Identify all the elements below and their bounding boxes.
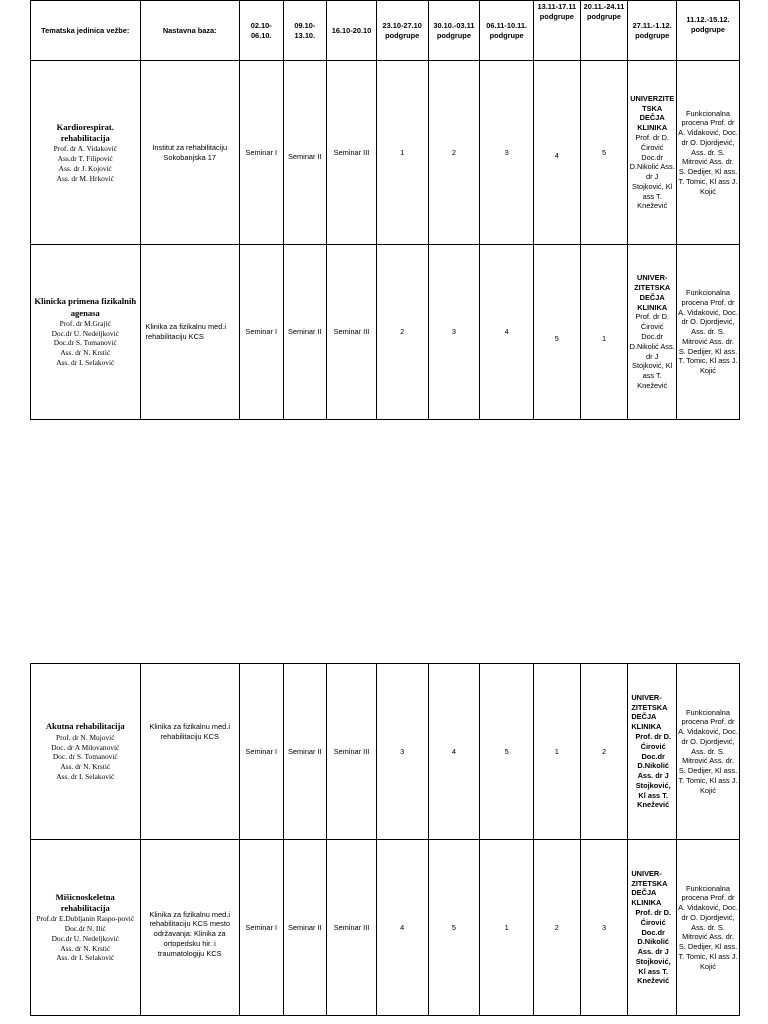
group-cell: 4 (480, 245, 534, 420)
subject-cell (31, 61, 141, 245)
staff-member: Ass. dr N. Krstić (60, 762, 111, 772)
header-base: Nastavna baza: (140, 1, 239, 61)
staff-member: Ass. dr I. Selaković (56, 953, 115, 963)
seminar-cell: Seminar I (239, 664, 283, 840)
group-cell: 4 (376, 840, 428, 1016)
header-week-8: 20.11.-24.11 podgrupe (580, 1, 628, 61)
subject-cell (31, 245, 141, 420)
group-cell: 3 (376, 664, 428, 840)
seminar-cell: Seminar II (283, 840, 327, 1016)
klinika-title: UNIVER-ZITETSKA DEČJA KLINIKA (631, 868, 668, 908)
group-cell: 1 (376, 61, 428, 245)
klinika-staff: Prof. dr D. Ćirović Doc.dr D.Nikolić Ass. dr J Stojković, Kl ass T. Knežević (635, 907, 672, 986)
staff-member: Doc.dr U. Nedeljković (51, 933, 119, 943)
klinika-title: UNIVERZITETSKA DEČJA KLINIKA (630, 93, 675, 133)
staff-member: Ass. dr N. Krstić (60, 943, 111, 953)
klinika-title: UNIVER-ZITETSKA DEČJA KLINIKA (634, 273, 671, 312)
klinika-cell (628, 61, 677, 245)
seminar-cell: Seminar III (327, 245, 377, 420)
header-week-3: 16.10-20.10 (327, 1, 377, 61)
staff-member: Prof. dr M.Grajić (59, 318, 111, 328)
base-cell: Klinika za fizikalnu med.i rehabilitaciju KCS (140, 245, 239, 420)
header-week-10: 11.12.-15.12. podgrupe (677, 1, 740, 61)
klinika-title: UNIVER-ZITETSKA DEČJA KLINIKA (631, 692, 668, 732)
klinika-cell (628, 245, 677, 420)
header-week-5: 30.10.-03.11 podgrupe (428, 1, 480, 61)
group-cell: 2 (580, 664, 628, 840)
group-cell: 1 (480, 840, 534, 1016)
seminar-cell: Seminar II (283, 61, 327, 245)
table-row (31, 245, 740, 420)
table-row (31, 664, 740, 840)
group-cell: 5 (428, 840, 480, 1016)
header-row (31, 1, 740, 61)
subject-title: Mišicnoskeletna rehabilitacija (55, 891, 115, 914)
seminar-cell: Seminar III (327, 840, 377, 1016)
funkcionalna-cell: Funkcionalna procena Prof. dr A. Vidaković, Doc. dr O. Djordjević, Ass. dr. S. Mitrović Ass. dr. S. Dedijer, Kl ass. T. Tomic, Kl ass J. Kojić (677, 664, 740, 840)
group-cell: 5 (480, 664, 534, 840)
base-cell: Institut za rehabilitaciju Sokobanjska 17 (140, 61, 239, 245)
staff-member: Ass.dr T. Filipović (57, 154, 113, 164)
group-cell: 3 (580, 840, 628, 1016)
table-row (31, 840, 740, 1016)
seminar-cell: Seminar II (283, 245, 327, 420)
staff-member: Prof.dr E.Dubljanin Raspo-pović (36, 914, 135, 924)
group-cell: 5 (580, 61, 628, 245)
header-week-9: 27.11.-1.12. podgrupe (628, 1, 677, 61)
seminar-cell: Seminar III (327, 61, 377, 245)
klinika-staff: Prof. dr D. Ćirović Doc.dr D.Nikolić Ass. dr J Stojković, Kl ass T. Knežević (635, 731, 672, 810)
group-cell: 5 (534, 245, 581, 420)
subject-title: Kardiorespirat. rehabilitacija (56, 121, 114, 143)
staff-member: Doc.dr U. Nedeljković (51, 328, 119, 338)
base-cell: Klinika za fizikalnu med.i rehabilitaciju KCS mesto održavanja: Klinika za ortopedsku hir. i traumatologiju KCS (140, 840, 239, 1016)
staff-member: Ass. dr J. Kojović (58, 163, 112, 173)
staff-member: Doc.dr N. Ilić (64, 924, 106, 934)
subject-title: Akutna rehabilitacija (45, 721, 125, 732)
group-cell: 2 (534, 840, 581, 1016)
subject-title: Klinicka primena fizikalnih agenasa (34, 296, 137, 318)
header-week-4: 23.10-27.10 podgrupe (376, 1, 428, 61)
seminar-cell: Seminar I (239, 840, 283, 1016)
group-cell: 3 (480, 61, 534, 245)
staff-member: Ass. dr M. Hrković (56, 173, 114, 183)
group-cell: 1 (580, 245, 628, 420)
base-cell: Klinika za fizikalnu med.i rehabilitaciju KCS (140, 664, 239, 840)
group-cell: 2 (376, 245, 428, 420)
table-row (31, 61, 740, 245)
staff-member: Doc.dr S. Tomanović (53, 338, 117, 348)
seminar-cell: Seminar III (327, 664, 377, 840)
schedule-table-top (30, 0, 740, 420)
funkcionalna-cell: Funkcionalna procena Prof. dr A. Vidaković, Doc. dr O. Djordjević, Ass. dr. S. Mitrović Ass. dr. S. Dedijer, Kl ass. T. Tomic, Kl ass J. Kojić (677, 840, 740, 1016)
header-subject: Tematska jedinica vežbe: (31, 1, 141, 61)
seminar-cell: Seminar I (239, 245, 283, 420)
klinika-staff: Prof. dr D. Ćirović Doc.dr D.Nikolić Ass. dr J Stojković, Kl ass T. Knežević (629, 312, 675, 390)
group-cell: 4 (534, 61, 581, 245)
group-cell: 3 (428, 245, 480, 420)
staff-member: Prof. dr N. Mujović (56, 732, 115, 742)
funkcionalna-cell: Funkcionalna procena Prof. dr A. Vidaković, Doc. dr O. Djordjević, Ass. dr. S. Mitrović Ass. dr. S. Dedijer, Kl ass. T. Tomic, Kl ass J. Kojić (677, 245, 740, 420)
subject-cell (31, 664, 141, 840)
header-week-1: 02.10-06.10. (239, 1, 283, 61)
staff-member: Doc. dr S. Tomanović (52, 752, 118, 762)
staff-member: Ass. dr I. Selaković (56, 357, 115, 367)
staff-member: Doc. dr A Milovanović (51, 742, 120, 752)
seminar-cell: Seminar I (239, 61, 283, 245)
klinika-cell (628, 664, 677, 840)
header-week-6: 06.11-10.11. podgrupe (480, 1, 534, 61)
seminar-cell: Seminar II (283, 664, 327, 840)
header-week-2: 09.10-13.10. (283, 1, 327, 61)
klinika-staff: Prof. dr D. Ćirović Doc.dr D.Nikolić Ass. dr J Stojković, Kl ass T. Knežević (629, 132, 675, 211)
group-cell: 1 (534, 664, 581, 840)
staff-member: Ass. dr I. Selaković (56, 771, 115, 781)
header-week-7: 13.11-17.11 podgrupe (534, 1, 581, 61)
group-cell: 2 (428, 61, 480, 245)
staff-member: Prof. dr A. Vidaković (53, 144, 117, 154)
subject-cell (31, 840, 141, 1016)
klinika-cell (628, 840, 677, 1016)
staff-member: Ass. dr N. Krstić (60, 348, 111, 358)
schedule-table-bottom (30, 663, 740, 1016)
funkcionalna-cell: Funkcionalna procena Prof. dr A. Vidaković, Doc. dr O. Djordjević, Ass. dr. S. Mitrović Ass. dr. S. Dedijer, Kl ass. T. Tomic, Kl ass J. Kojić (677, 61, 740, 245)
group-cell: 4 (428, 664, 480, 840)
